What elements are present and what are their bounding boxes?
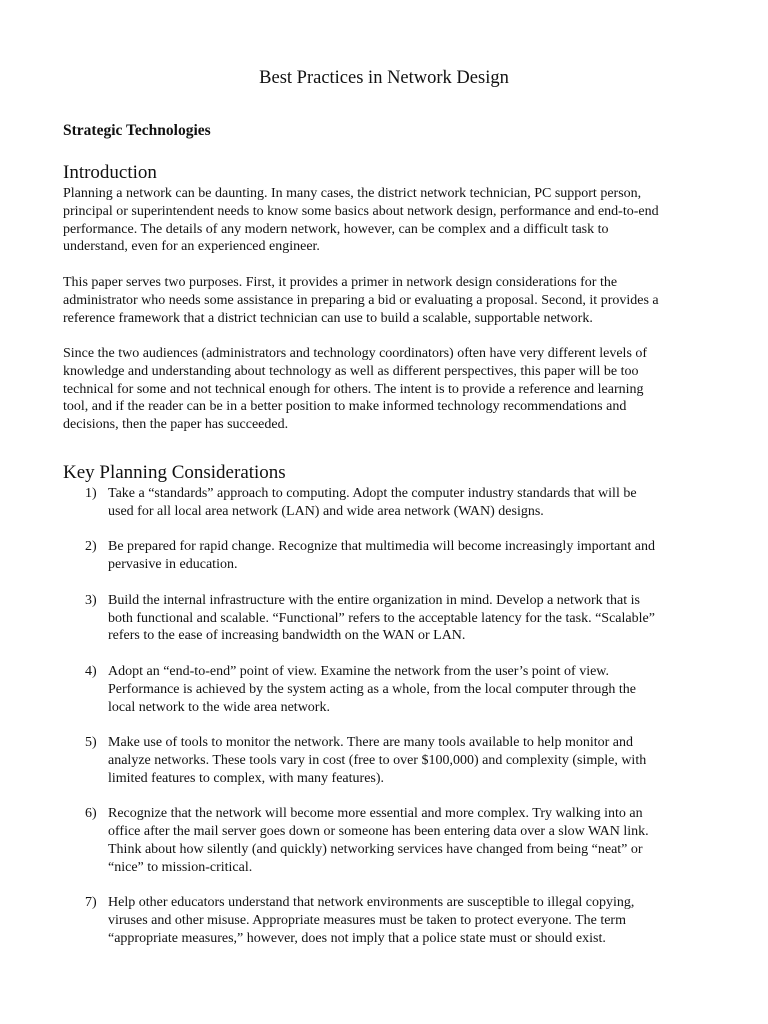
text-line: limited features to complex, with many features).	[108, 770, 385, 786]
text-line: administrator who needs some assistance in preparing a bid or evaluating a proposal. Second, it provides a	[63, 292, 659, 308]
text-line: performance. The details of any modern network, however, can be complex and a difficult task to	[63, 221, 609, 237]
text-line: Planning a network can be daunting. In many cases, the district network technician, PC support person,	[63, 186, 642, 201]
text-line: Make use of tools to monitor the network. There are many tools available to help monitor and	[108, 735, 633, 751]
list-item	[63, 805, 723, 876]
list-item-number: 2)	[85, 539, 97, 555]
document-title: Best Practices in Network Design	[259, 68, 509, 88]
text-line: technical for some and not technical enough for others. The intent is to provide a reference and learning	[63, 381, 644, 397]
text-line: principal or superintendent needs to know some basics about network design, performance and end-to-end	[63, 203, 659, 219]
list-item-number: 1)	[85, 486, 97, 501]
text-line: knowledge and understanding about technology as well as different perspectives, this paper will be too	[63, 363, 639, 379]
text-line: reference framework that a district technician can use to build a scalable, supportable network.	[63, 310, 593, 326]
introduction-heading: Introduction	[63, 162, 157, 183]
key-planning-list	[63, 485, 723, 966]
section-label: Strategic Technologies	[63, 122, 211, 139]
list-item-number: 3)	[85, 592, 97, 608]
text-line: Take a “standards” approach to computing. Adopt the computer industry standards that will be	[108, 486, 637, 501]
text-line: local network to the wide area network.	[108, 699, 330, 715]
text-line: office after the mail server goes down or someone has been entering data over a slow WAN link.	[108, 824, 649, 840]
text-line: “nice” to mission-critical.	[108, 859, 253, 875]
text-line: Build the internal infrastructure with the entire organization in mind. Develop a network that is	[108, 592, 640, 608]
text-line: Be prepared for rapid change. Recognize that multimedia will become increasingly important and	[108, 539, 655, 555]
text-line: understand, even for an experienced engineer.	[63, 239, 320, 255]
text-line: Recognize that the network will become more essential and more complex. Try walking into an	[108, 806, 643, 822]
text-line: Help other educators understand that network environments are susceptible to illegal copying,	[108, 895, 635, 911]
text-line: decisions, then the paper has succeeded.	[63, 417, 289, 433]
list-item	[63, 538, 723, 574]
text-line: tool, and if the reader can be in a better position to make informed technology recommendations and	[63, 399, 627, 415]
introduction-paragraph-1	[63, 185, 715, 256]
list-item	[63, 592, 723, 645]
text-line: “appropriate measures,” however, does not imply that a police state must or should exist.	[108, 930, 606, 946]
introduction-paragraph-2	[63, 274, 715, 327]
text-line: refers to the ease of increasing bandwidth on the WAN or LAN.	[108, 628, 466, 644]
text-line: Think about how silently (and quickly) networking services have changed from being “neat” or	[108, 841, 643, 857]
text-line: viruses and other misuse. Appropriate measures must be taken to protect everyone. The term	[108, 913, 626, 929]
text-line: Performance is achieved by the system acting as a whole, from the local computer through the	[108, 681, 636, 697]
list-item-number: 7)	[85, 895, 97, 911]
list-item-number: 4)	[85, 663, 97, 679]
list-item	[63, 734, 723, 787]
key-planning-heading: Key Planning Considerations	[63, 462, 286, 483]
list-item	[63, 663, 723, 716]
text-line: both functional and scalable. “Functional” refers to the acceptable latency for the task. “Scalable”	[108, 610, 655, 626]
text-line: Adopt an “end-to-end” point of view. Examine the network from the user’s point of view.	[108, 663, 610, 679]
list-item-number: 6)	[85, 806, 97, 822]
list-item	[63, 485, 723, 521]
text-line: analyze networks. These tools vary in cost (free to over $100,000) and complexity (simple, with	[108, 752, 647, 768]
text-line: This paper serves two purposes. First, it provides a primer in network design considerations for the	[63, 275, 618, 290]
text-line: pervasive in education.	[108, 557, 238, 573]
text-line: used for all local area network (LAN) and wide area network (WAN) designs.	[108, 503, 544, 519]
list-item	[63, 894, 723, 947]
list-item-number: 5)	[85, 735, 97, 751]
introduction-paragraph-3	[63, 345, 715, 434]
text-line: Since the two audiences (administrators and technology coordinators) often have very different levels of	[63, 346, 648, 361]
